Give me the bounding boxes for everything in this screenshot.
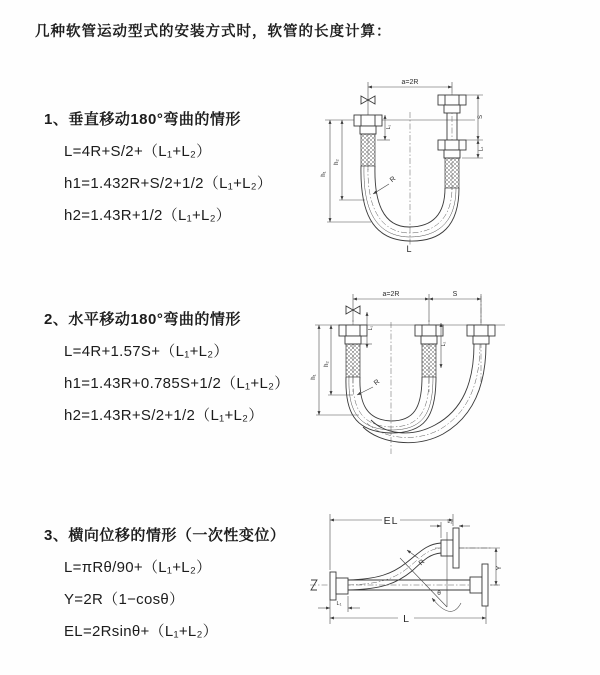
dim-label-l1: L₁: [386, 124, 392, 130]
formula-line: L=πRθ/90+（L₁+L₂）: [64, 559, 212, 576]
dim-label-l2: L₂: [441, 341, 447, 347]
diagram-3-svg: [302, 500, 598, 640]
dim-label-s: S: [478, 114, 484, 120]
dim-label-l: L: [403, 613, 409, 625]
right-flange-original: [470, 564, 488, 606]
left-flange: [330, 572, 348, 600]
extension-lines: [353, 294, 481, 323]
dim-label-l2: L₂: [478, 146, 485, 152]
length-label: L: [406, 244, 412, 254]
dim-label-a2r: a=2R: [382, 291, 400, 298]
left-fitting: [354, 115, 382, 166]
dim-label-el: EL: [383, 515, 399, 527]
rotation-arrow: [432, 598, 461, 611]
radius-label: R: [388, 175, 398, 185]
hose-s-curve: [348, 543, 441, 590]
braided-hose-section: [445, 158, 459, 188]
formula-line: L=4R+1.57S+（L₁+L₂）: [64, 343, 229, 360]
section-1-heading: 1、垂直移动180°弯曲的情形: [44, 111, 241, 128]
radius-label: R: [372, 378, 382, 388]
dim-label-l2: L₂: [447, 519, 453, 525]
dim-label-y: Y: [496, 565, 503, 571]
middle-fitting: [415, 325, 443, 377]
diagram-horizontal-180: [295, 282, 595, 462]
section-lateral-displacement: [44, 524, 285, 648]
braided-hose-section: [422, 344, 436, 377]
dim-label-h1: h₁: [321, 171, 327, 177]
formula-line: h1=1.43R+0.785S+1/2（L₁+L₂）: [64, 375, 290, 392]
angle-label: θ: [437, 590, 441, 597]
diagram-lateral-displacement: [302, 500, 598, 640]
formula-line: h1=1.432R+S/2+1/2（L₁+L₂）: [64, 175, 273, 192]
dim-label-l1: L₁: [368, 325, 374, 331]
section-3-heading: 3、横向位移的情形（一次性变位）: [44, 527, 286, 544]
dim-label-h2: h₂: [324, 361, 330, 367]
diagram-1-svg: [305, 70, 590, 265]
left-fitting: [339, 325, 367, 377]
diagram-vertical-180: [305, 70, 590, 265]
page-title: 几种软管运动型式的安装方式时，软管的长度计算：: [35, 24, 392, 40]
dim-label-h2: h₂: [334, 159, 340, 165]
formula-line: L=4R+S/2+（L₁+L₂）: [64, 143, 212, 160]
formula-line: Y=2R（1−cosθ）: [64, 591, 185, 608]
formula-line: EL=2Rsinθ+（L₁+L₂）: [64, 623, 218, 640]
dim-label-h1: h₁: [311, 374, 317, 380]
dim-label-l1: L₁: [336, 601, 342, 607]
dim-label-a2r: a=2R: [401, 79, 419, 86]
radius-arrow: [357, 387, 373, 395]
moved-fitting: [467, 325, 495, 344]
radius-label: R: [417, 558, 427, 568]
formula-line: h2=1.43R+1/2（L₁+L₂）: [64, 207, 232, 224]
section-horizontal-180: [44, 308, 290, 432]
braided-hose-section: [361, 134, 375, 166]
braided-hose-section: [346, 344, 360, 377]
section-vertical-180: [44, 108, 272, 232]
diagram-2-svg: [295, 282, 595, 462]
dim-label-s: S: [452, 291, 458, 298]
right-flange-displaced: [441, 528, 459, 568]
formula-line: h2=1.43R+S/2+1/2（L₁+L₂）: [64, 407, 264, 424]
right-fitting: [438, 95, 466, 188]
section-2-heading: 2、水平移动180°弯曲的情形: [44, 311, 241, 328]
